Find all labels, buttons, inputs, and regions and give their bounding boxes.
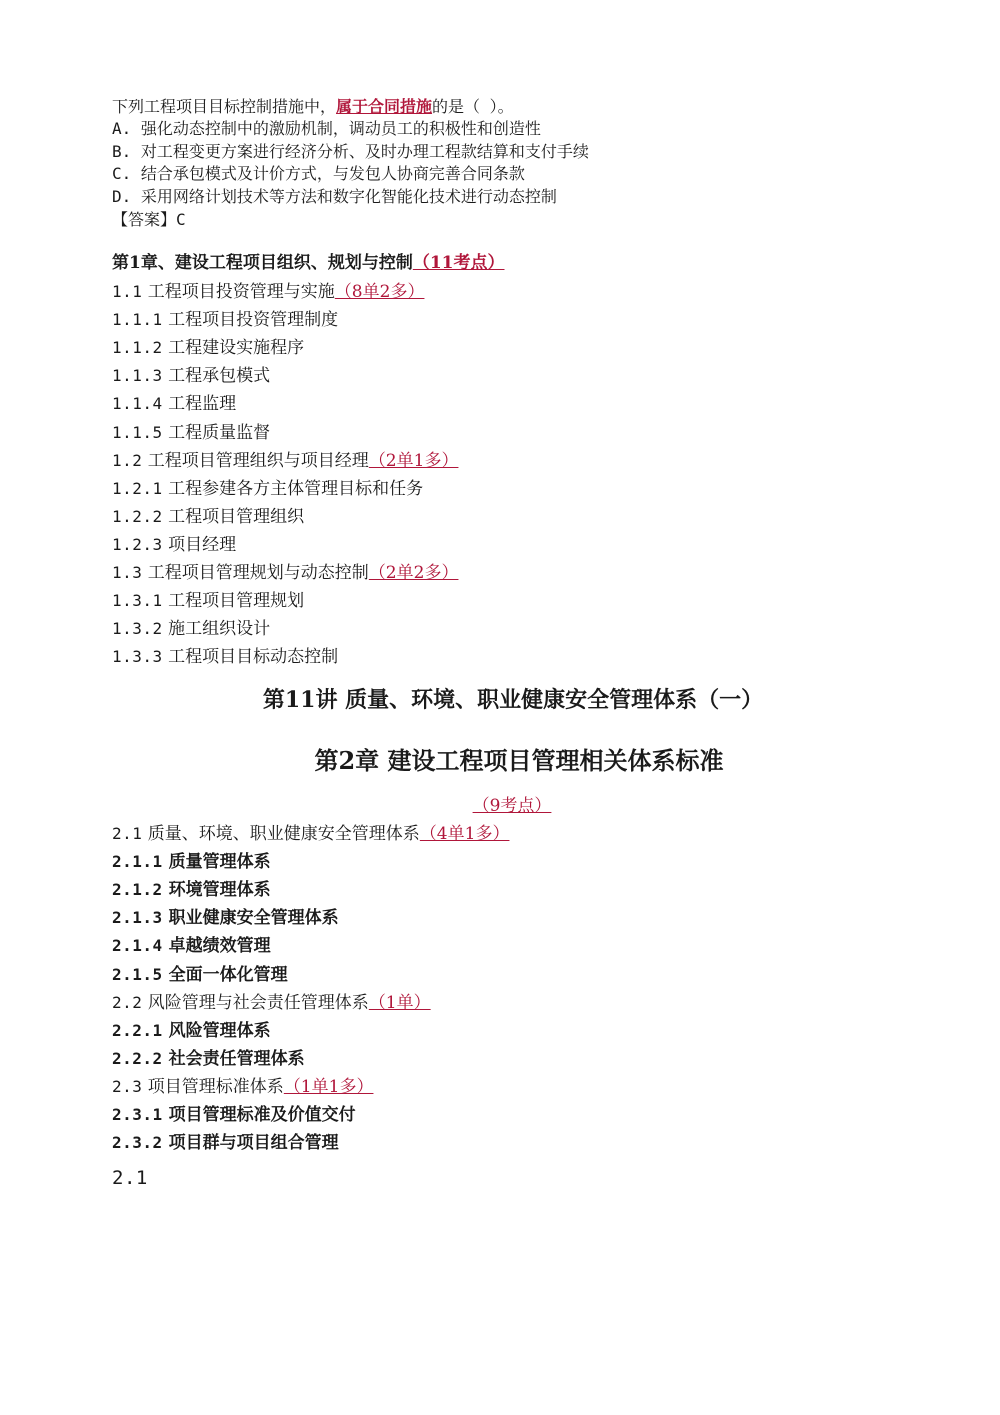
chapter2-item [112, 1019, 271, 1043]
chapter1-item-number: 1.2.1 [112, 478, 163, 498]
chapter2-item-tag: （1单） [368, 992, 431, 1013]
chapter1-item [112, 364, 270, 388]
chapter1-item-number: 1.2.2 [112, 506, 163, 526]
chapter2-item-text: 环境管理体系 [162, 880, 271, 901]
chapter2-item-text: 风险管理与社会责任管理体系 [142, 992, 369, 1013]
chapter2-item [112, 1103, 356, 1127]
chapter2-item [112, 963, 288, 987]
chapter1-item [112, 561, 472, 585]
chapter1-item-number: 1.1.2 [112, 338, 163, 358]
chapter2-item [112, 1047, 305, 1071]
chapter2-item [112, 906, 339, 930]
chapter1-item-number: 1.3 [112, 563, 143, 582]
chapter1-item [112, 505, 304, 529]
chapter2-item-tag: （1单1多） [283, 1076, 374, 1097]
chapter2-item-number: 2.1.3 [112, 908, 163, 928]
chapter1-heading [112, 251, 519, 275]
chapter1-item-tag: （2单1多） [368, 450, 459, 471]
chapter1-item-tag: （8单2多） [334, 282, 425, 302]
chapter2-item-number: 2.1 [112, 824, 143, 843]
chapter2-title: 第2章 建设工程项目管理相关体系标准 [314, 746, 724, 775]
chapter2-item-text: 项目管理标准及价值交付 [162, 1105, 356, 1125]
option-c: C. 结合承包模式及计价方式，与发包人协商完善合同条款 [112, 164, 525, 183]
chapter1-item [112, 449, 472, 473]
chapter1-item-number: 1.2.3 [112, 534, 163, 554]
chapter1-heading-tag: （11考点） [412, 253, 505, 273]
chapter1-item-text: 工程项目目标动态控制 [162, 647, 339, 668]
chapter1-item [112, 645, 338, 669]
chapter2-item [112, 934, 271, 958]
chapter1-item-text: 工程承包模式 [162, 366, 271, 387]
chapter2-item-number: 2.1.1 [112, 852, 163, 872]
chapter1-item-text: 工程项目管理组织与项目经理 [142, 450, 369, 471]
chapter2-item-text: 质量管理体系 [162, 852, 271, 873]
chapter2-item [112, 991, 445, 1015]
option-b: B. 对工程变更方案进行经济分析、及时办理工程款结算和支付手续 [112, 142, 589, 161]
chapter2-item-text: 社会责任管理体系 [162, 1048, 305, 1069]
chapter1-item-text: 工程质量监督 [162, 422, 271, 443]
chapter1-item [112, 280, 438, 304]
chapter2-item-text: 全面一体化管理 [162, 964, 288, 985]
chapter1-item [112, 336, 304, 360]
chapter1-item [112, 392, 236, 416]
chapter1-item-text: 施工组织设计 [162, 619, 271, 640]
chapter2-title-tag [0, 793, 1000, 819]
chapter2-item-tag: （4单1多） [419, 824, 510, 844]
chapter2-item-number: 2.2.1 [112, 1020, 163, 1040]
chapter2-item-text: 项目群与项目组合管理 [162, 1133, 339, 1154]
chapter1-item-text: 工程项目投资管理与实施 [142, 282, 335, 302]
chapter1-item [112, 421, 270, 445]
chapter2-item [112, 850, 271, 874]
chapter2-item-number: 2.1.4 [112, 936, 163, 956]
question-highlight: 属于合同措施 [336, 97, 433, 116]
chapter2-item-number: 2.3 [112, 1076, 143, 1096]
chapter2-item-number: 2.3.1 [112, 1105, 163, 1124]
chapter1-item-tag: （2单2多） [368, 563, 459, 583]
chapter1-item-number: 1.1.5 [112, 422, 163, 442]
option-d: D. 采用网络计划技术等方法和数字化智能化技术进行动态控制 [112, 187, 557, 206]
chapter1-item-text: 工程项目管理组织 [162, 506, 305, 527]
chapter1-item-text: 项目经理 [162, 534, 237, 555]
chapter2-item [112, 1131, 339, 1155]
lecture-title: 第11讲 质量、环境、职业健康安全管理体系（一） [262, 687, 764, 713]
chapter1-item-number: 1.1.1 [112, 310, 163, 330]
chapter1-item-text: 工程参建各方主体管理目标和任务 [162, 478, 424, 499]
chapter2-item-number: 2.3.2 [112, 1133, 163, 1153]
chapter1-item-number: 1.3.3 [112, 647, 163, 667]
chapter1-item [112, 589, 304, 613]
chapter1-item-text: 工程项目管理规划与动态控制 [142, 563, 369, 583]
chapter2-tag-text: （9考点） [472, 796, 552, 816]
chapter2-item-text: 卓越绩效管理 [162, 936, 271, 957]
trailing-number-text: 2.1 [112, 1167, 148, 1189]
chapter2-item-number: 2.2 [112, 992, 143, 1012]
chapter2-item [112, 1075, 387, 1099]
chapter2-item-text: 质量、环境、职业健康安全管理体系 [142, 824, 420, 844]
chapter2-item [112, 822, 523, 846]
chapter1-item-number: 1.2 [112, 450, 143, 470]
chapter2-item-number: 2.1.2 [112, 880, 163, 900]
chapter1-item-text: 工程建设实施程序 [162, 338, 305, 359]
question-stem-after: 的是（ ）。 [432, 97, 514, 116]
chapter1-item [112, 533, 236, 557]
question-stem [112, 96, 514, 118]
chapter1-item-number: 1.1 [112, 282, 143, 301]
chapter1-item-number: 1.1.4 [112, 394, 163, 414]
chapter2-item-text: 风险管理体系 [162, 1020, 271, 1041]
chapter2-item-text: 职业健康安全管理体系 [162, 908, 339, 929]
answer: 【答案】C [112, 210, 186, 229]
chapter2-item-number: 2.2.2 [112, 1048, 163, 1068]
chapter2-item-text: 项目管理标准体系 [142, 1076, 284, 1097]
chapter2-item [112, 878, 271, 902]
chapter1-item-text: 工程项目管理规划 [162, 591, 305, 612]
question-stem-before: 下列工程项目目标控制措施中， [112, 97, 337, 116]
chapter1-item-number: 1.3.1 [112, 591, 163, 611]
chapter1-item [112, 477, 423, 501]
chapter1-heading-text: 第1章、建设工程项目组织、规划与控制 [112, 253, 413, 273]
chapter1-item-number: 1.1.3 [112, 366, 163, 386]
chapter1-item [112, 308, 338, 332]
option-a: A. 强化动态控制中的激励机制，调动员工的积极性和创造性 [112, 119, 541, 138]
chapter1-item [112, 617, 270, 641]
trailing-number [112, 1166, 148, 1190]
chapter1-item-number: 1.3.2 [112, 619, 163, 639]
chapter1-item-text: 工程项目投资管理制度 [162, 310, 339, 331]
chapter2-item-number: 2.1.5 [112, 964, 163, 984]
chapter1-item-text: 工程监理 [162, 394, 237, 415]
